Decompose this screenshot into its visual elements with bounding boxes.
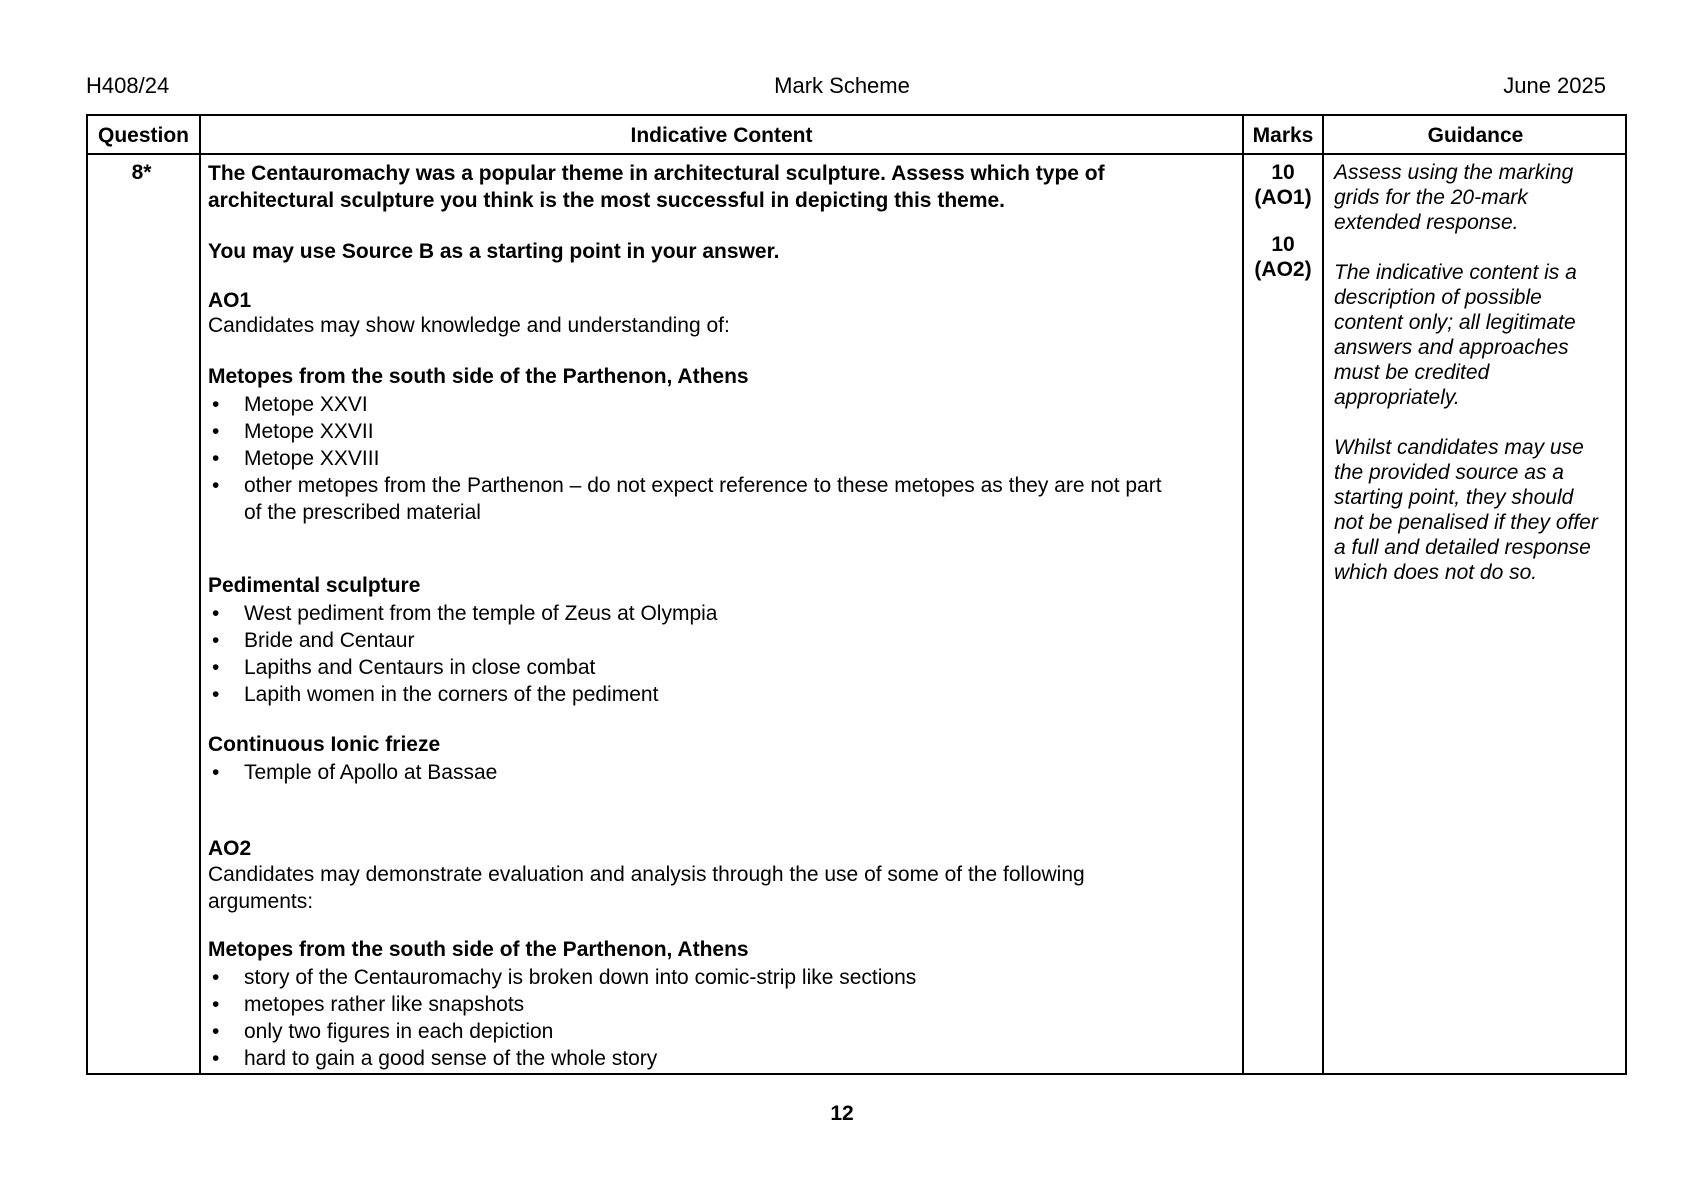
guidance-paragraph: [1334, 260, 1598, 410]
question-line: The Centauromachy was a popular theme in architectural sculpture. Assess which type of: [208, 162, 1105, 185]
list-item-text: West pediment from the temple of Zeus at Olympia: [244, 602, 718, 625]
list-item: [208, 418, 1162, 445]
bullet-icon: •: [212, 447, 220, 470]
bullet-list: [208, 964, 916, 1072]
bullet-icon: •: [212, 420, 220, 443]
list-item: [208, 964, 916, 991]
ao1-intro: [208, 312, 730, 339]
list-item-text: Lapiths and Centaurs in close combat: [244, 656, 596, 679]
guidance-line: the provided source as a: [1334, 461, 1564, 484]
marks-cell: [1244, 160, 1322, 282]
list-item-text: of the prescribed material: [244, 501, 481, 524]
bullet-icon: •: [212, 393, 220, 416]
list-item: [208, 759, 497, 786]
list-item-text: story of the Centauromachy is broken down into comic-strip like sections: [244, 966, 917, 989]
guidance-paragraph: [1334, 435, 1598, 585]
intro-line: Candidates may demonstrate evaluation and analysis through the use of some of the following: [208, 863, 1085, 886]
intro-line: arguments:: [208, 890, 314, 913]
list-item-text: metopes rather like snapshots: [244, 993, 525, 1016]
ao2-intro: [208, 861, 1085, 915]
bullet-list: [208, 391, 1162, 526]
guidance-line: appropriately.: [1334, 386, 1460, 409]
bullet-icon: •: [212, 966, 220, 989]
mark-value: 10: [1271, 233, 1295, 256]
ao2-heading: AO2: [208, 837, 252, 860]
section-heading: Metopes from the south side of the Parthenon, Athens: [208, 938, 749, 961]
bullet-icon: •: [212, 656, 220, 679]
mark-allocation: [1244, 232, 1322, 282]
bullet-icon: •: [212, 683, 220, 706]
column-divider: [199, 116, 201, 1073]
list-item-text: Metope XXVI: [244, 393, 368, 416]
mark-label: (AO2): [1254, 258, 1312, 281]
list-item: [208, 472, 1162, 526]
guidance-line: must be credited: [1334, 361, 1490, 384]
list-item: [208, 445, 1162, 472]
guidance-line: a full and detailed response: [1334, 536, 1591, 559]
section-heading: Continuous Ionic frieze: [208, 733, 441, 756]
mark-label: (AO1): [1254, 186, 1312, 209]
source-note: You may use Source B as a starting point in your answer.: [208, 240, 780, 263]
guidance-line: Whilst candidates may use: [1334, 436, 1584, 459]
list-item-text: other metopes from the Parthenon – do not expect reference to these metopes as they are not part: [244, 474, 1162, 497]
guidance-line: description of possible: [1334, 286, 1542, 309]
document-date: June 2025: [1503, 73, 1606, 98]
list-item: [208, 1045, 916, 1072]
intro-line: Candidates may show knowledge and understanding of:: [208, 314, 730, 337]
list-item: [208, 654, 717, 681]
guidance-line: extended response.: [1334, 211, 1519, 234]
question-text: [208, 160, 1105, 214]
bullet-icon: •: [212, 761, 220, 784]
bullet-icon: •: [212, 602, 220, 625]
guidance-line: content only; all legitimate: [1334, 311, 1576, 334]
list-item-text: Metope XXVIII: [244, 447, 380, 470]
list-item-text: Temple of Apollo at Bassae: [244, 761, 498, 784]
guidance-line: Assess using the marking: [1334, 161, 1574, 184]
list-item-text: Lapith women in the corners of the pediment: [244, 683, 659, 706]
ao1-heading: AO1: [208, 289, 252, 312]
bullet-list: [208, 759, 497, 786]
document-title: Mark Scheme: [774, 73, 910, 98]
list-item-text: Bride and Centaur: [244, 629, 415, 652]
question-line: architectural sculpture you think is the most successful in depicting this theme.: [208, 189, 1006, 212]
column-header-guidance: Guidance: [1427, 124, 1524, 147]
column-header-marks: Marks: [1252, 124, 1314, 147]
list-item: [208, 1018, 916, 1045]
list-item: [208, 600, 717, 627]
list-item-text: hard to gain a good sense of the whole story: [244, 1047, 658, 1070]
question-number: 8*: [131, 161, 152, 184]
bullet-icon: •: [212, 629, 220, 652]
list-item-text: only two figures in each depiction: [244, 1020, 554, 1043]
bullet-icon: •: [212, 474, 220, 497]
header-divider: [88, 153, 1625, 155]
list-item: [208, 681, 717, 708]
column-divider: [1322, 116, 1324, 1073]
column-header-question: Question: [97, 124, 189, 147]
bullet-list: [208, 600, 717, 708]
bullet-icon: •: [212, 993, 220, 1016]
guidance-cell: [1334, 160, 1598, 585]
guidance-line: answers and approaches: [1334, 336, 1569, 359]
column-header-indicative-content: Indicative Content: [630, 124, 813, 147]
list-item: [208, 391, 1162, 418]
section-heading: Metopes from the south side of the Parthenon, Athens: [208, 365, 749, 388]
list-item-text: Metope XXVII: [244, 420, 374, 443]
guidance-line: not be penalised if they offer: [1334, 511, 1598, 534]
guidance-line: starting point, they should: [1334, 486, 1574, 509]
guidance-line: grids for the 20-mark: [1334, 186, 1528, 209]
document-code: H408/24: [86, 73, 170, 98]
bullet-icon: •: [212, 1020, 220, 1043]
bullet-icon: •: [212, 1047, 220, 1070]
guidance-line: which does not do so.: [1334, 561, 1538, 584]
list-item: [208, 991, 916, 1018]
mark-allocation: [1244, 160, 1322, 210]
list-item: [208, 627, 717, 654]
mark-value: 10: [1271, 161, 1295, 184]
guidance-line: The indicative content is a: [1334, 261, 1577, 284]
guidance-paragraph: [1334, 160, 1598, 235]
page-number: 12: [830, 1102, 854, 1125]
section-heading: Pedimental sculpture: [208, 574, 421, 597]
